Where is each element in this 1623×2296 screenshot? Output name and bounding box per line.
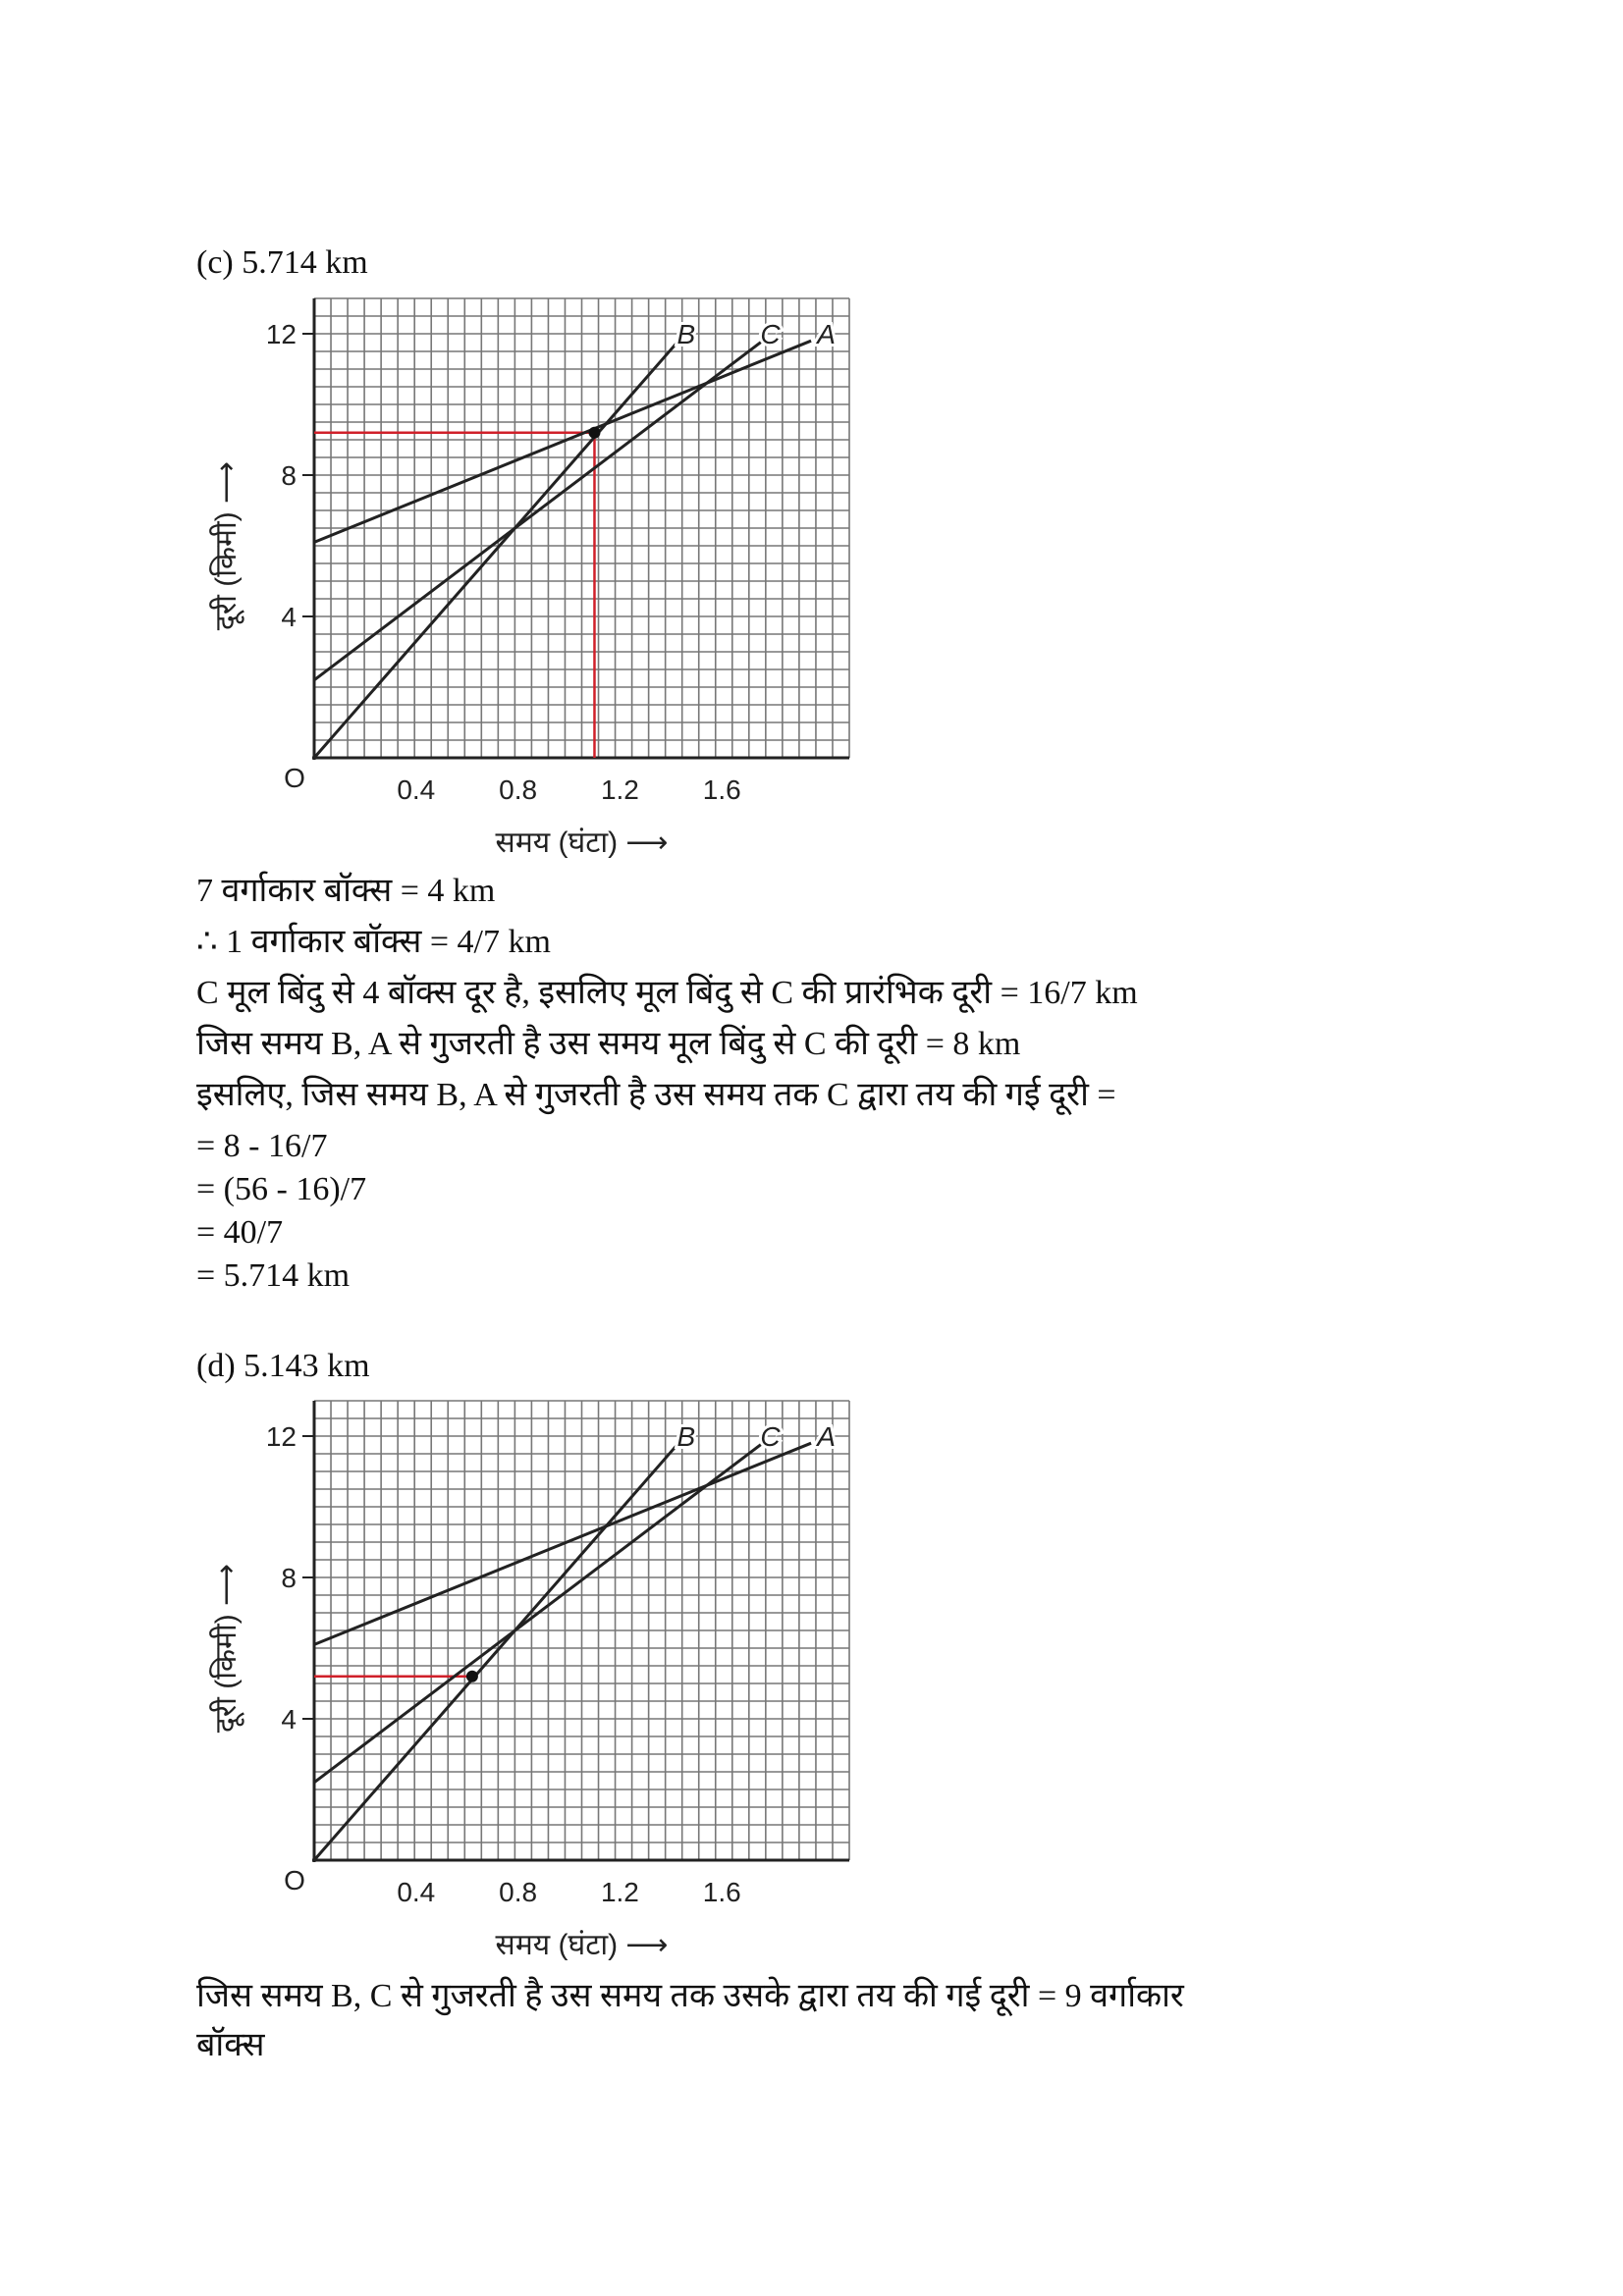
line-label: B: [676, 319, 696, 349]
series-line-b: [314, 1443, 678, 1860]
part-d-line: जिस समय B, C से गुजरती है उस समय तक उसके द्वारा तय की गई दूरी = 9 वर्गाकार: [196, 1978, 1184, 2014]
y-tick-label: 4: [281, 1704, 297, 1735]
part-c-line: = 5.714 km: [196, 1257, 351, 1294]
x-tick-label: 0.4: [397, 774, 436, 805]
series-line-a: [314, 341, 811, 542]
line-label: A: [817, 1421, 836, 1452]
x-tick-label: 1.2: [600, 1877, 639, 1907]
part-c-heading: (c) 5.714 km: [196, 244, 368, 281]
x-tick-label: 0.4: [397, 1877, 436, 1907]
part-d-line: बॉक्स: [196, 2027, 265, 2063]
part-c-line: 7 वर्गाकार बॉक्स = 4 km: [196, 873, 496, 909]
x-axis-label: समय (घंटा) ⟶: [495, 1929, 669, 1961]
graph-svg: [196, 287, 903, 866]
x-tick-label: 0.8: [499, 1877, 538, 1907]
series-line-b: [314, 341, 678, 758]
y-tick-label: 8: [281, 1563, 297, 1593]
graph-svg: [196, 1389, 903, 1968]
y-tick-label: 12: [265, 1421, 297, 1452]
intersection-point: [588, 427, 600, 439]
line-label: B: [676, 1421, 696, 1452]
intersection-point: [466, 1671, 478, 1682]
y-tick-label: 8: [281, 460, 297, 491]
line-label: C: [760, 319, 781, 349]
graph-d: [196, 1389, 903, 1968]
part-d-heading: (d) 5.143 km: [196, 1348, 370, 1384]
origin-label: O: [284, 1865, 305, 1896]
origin-label: O: [284, 763, 305, 793]
x-tick-label: 0.8: [499, 774, 538, 805]
y-tick-label: 12: [265, 319, 297, 349]
part-c-line: इसलिए, जिस समय B, A से गुजरती है उस समय तक C द्वारा तय की गई दूरी =: [196, 1077, 1116, 1113]
part-c-line: ∴ 1 वर्गाकार बॉक्स = 4/7 km: [196, 924, 551, 960]
part-c-line: C मूल बिंदु से 4 बॉक्स दूर है, इसलिए मूल बिंदु से C की प्रारंभिक दूरी = 16/7 km: [196, 975, 1138, 1011]
x-tick-label: 1.6: [702, 774, 741, 805]
x-axis-label: समय (घंटा) ⟶: [495, 827, 669, 859]
line-label: A: [817, 319, 836, 349]
grid: [314, 1401, 849, 1860]
part-c-line: = 40/7: [196, 1214, 284, 1251]
line-label: C: [760, 1421, 781, 1452]
graph-c: [196, 287, 903, 866]
part-c-line: = (56 - 16)/7: [196, 1171, 367, 1207]
series-line-a: [314, 1443, 811, 1644]
x-tick-label: 1.6: [702, 1877, 741, 1907]
y-tick-label: 4: [281, 602, 297, 632]
x-tick-label: 1.2: [600, 774, 639, 805]
part-c-line: जिस समय B, A से गुजरती है उस समय मूल बिंदु से C की दूरी = 8 km: [196, 1026, 1021, 1062]
part-c-line: = 8 - 16/7: [196, 1128, 328, 1164]
y-axis-label: दूरी (किमी) ⟶: [210, 1563, 243, 1734]
grid: [314, 298, 849, 758]
y-axis-label: दूरी (किमी) ⟶: [210, 460, 243, 631]
